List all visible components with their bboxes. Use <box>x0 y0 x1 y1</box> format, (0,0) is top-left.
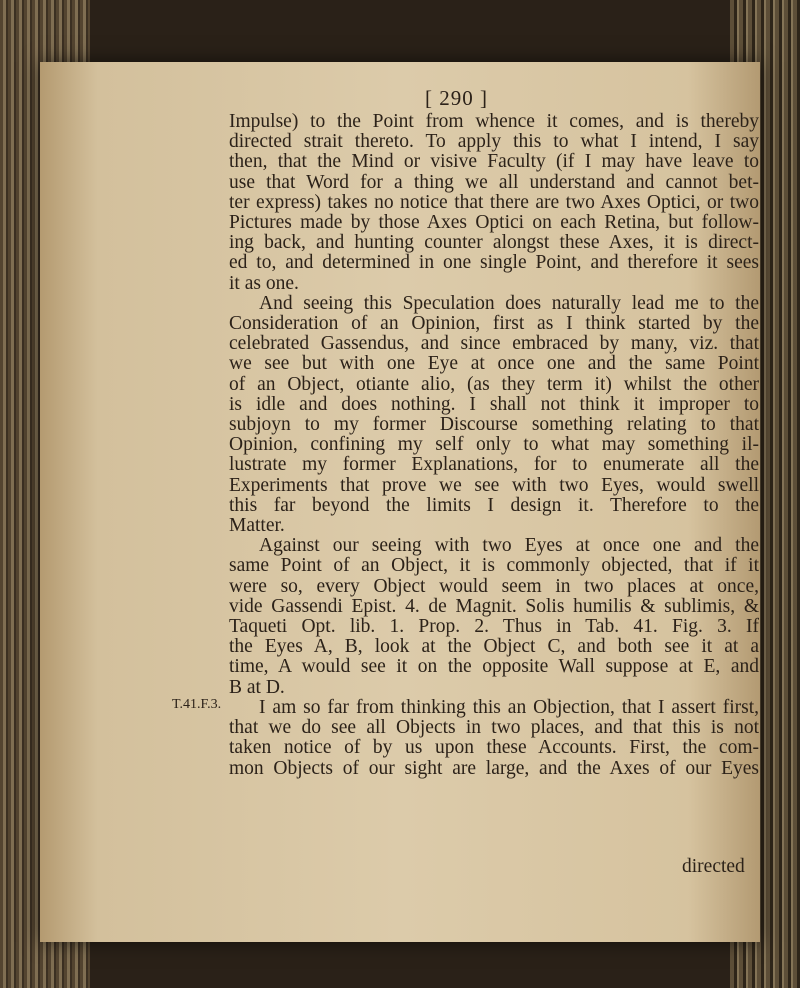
text-line: Pictures made by those Axes Optici on each Retina, but follow- <box>229 212 759 234</box>
text-line: Taqueti Opt. lib. 1. Prop. 2. Thus in Tab. 41. Fig. 3. If <box>229 616 759 638</box>
text-line: Experiments that prove we see with two Eyes, would swell <box>229 474 759 496</box>
text-line: celebrated Gassendus, and since embraced by many, viz. that <box>229 333 759 355</box>
text-line: vide Gassendi Epist. 4. de Magnit. Solis humilis & sublimis, & <box>229 595 759 617</box>
text-line: it as one. <box>229 272 299 294</box>
page-body-text <box>229 112 759 779</box>
margin-note: T.41.F.3. <box>172 697 222 712</box>
text-line: I am so far from thinking this an Objection, that I assert first, <box>259 696 759 718</box>
text-line: is idle and does nothing. I shall not think it improper to <box>229 393 759 415</box>
text-line: were so, every Object would seem in two places at once, <box>229 575 759 597</box>
text-line: subjoyn to my former Discourse something relating to that <box>229 414 759 436</box>
catchword: directed <box>682 856 745 877</box>
text-line: ing back, and hunting counter alongst these Axes, it is direct- <box>229 232 759 254</box>
text-line: Opinion, confining my self only to what may something il- <box>229 434 759 456</box>
text-line: And seeing this Speculation does naturally lead me to the <box>259 292 759 314</box>
text-line: B at D. <box>229 676 285 698</box>
text-line: time, A would see it on the opposite Wall suppose at E, and <box>229 656 759 678</box>
text-line: the Eyes A, B, look at the Object C, and both see it at a <box>229 636 759 658</box>
text-line: same Point of an Object, it is commonly objected, that if it <box>229 555 759 577</box>
text-line: then, that the Mind or visive Faculty (if I may have leave to <box>229 151 759 173</box>
text-line: Consideration of an Opinion, first as I think started by the <box>229 313 759 335</box>
text-line: Matter. <box>229 515 285 537</box>
text-line: ed to, and determined in one single Point, and therefore it sees <box>229 252 759 274</box>
text-line: we see but with one Eye at once one and the same Point <box>229 353 759 375</box>
text-line: mon Objects of our sight are large, and the Axes of our Eyes <box>229 757 759 779</box>
text-line: Against our seeing with two Eyes at once one and the <box>259 535 759 557</box>
text-line: ter express) takes no notice that there are two Axes Optici, or two <box>229 191 759 213</box>
text-line: this far beyond the limits I design it. Therefore to the <box>229 494 759 516</box>
text-line: that we do see all Objects in two places, and that this is not <box>229 717 759 739</box>
text-line: directed strait thereto. To apply this to what I intend, I say <box>229 131 759 153</box>
text-line: use that Word for a thing we all understand and cannot bet- <box>229 171 759 193</box>
text-line: Impulse) to the Point from whence it comes, and is thereby <box>229 111 759 132</box>
page-number-header: [ 290 ] <box>425 86 488 110</box>
text-line: taken notice of by us upon these Accounts. First, the com- <box>229 737 759 759</box>
text-line: of an Object, otiante alio, (as they term it) whilst the other <box>229 373 759 395</box>
text-line: lustrate my former Explanations, for to enumerate all the <box>229 454 759 476</box>
